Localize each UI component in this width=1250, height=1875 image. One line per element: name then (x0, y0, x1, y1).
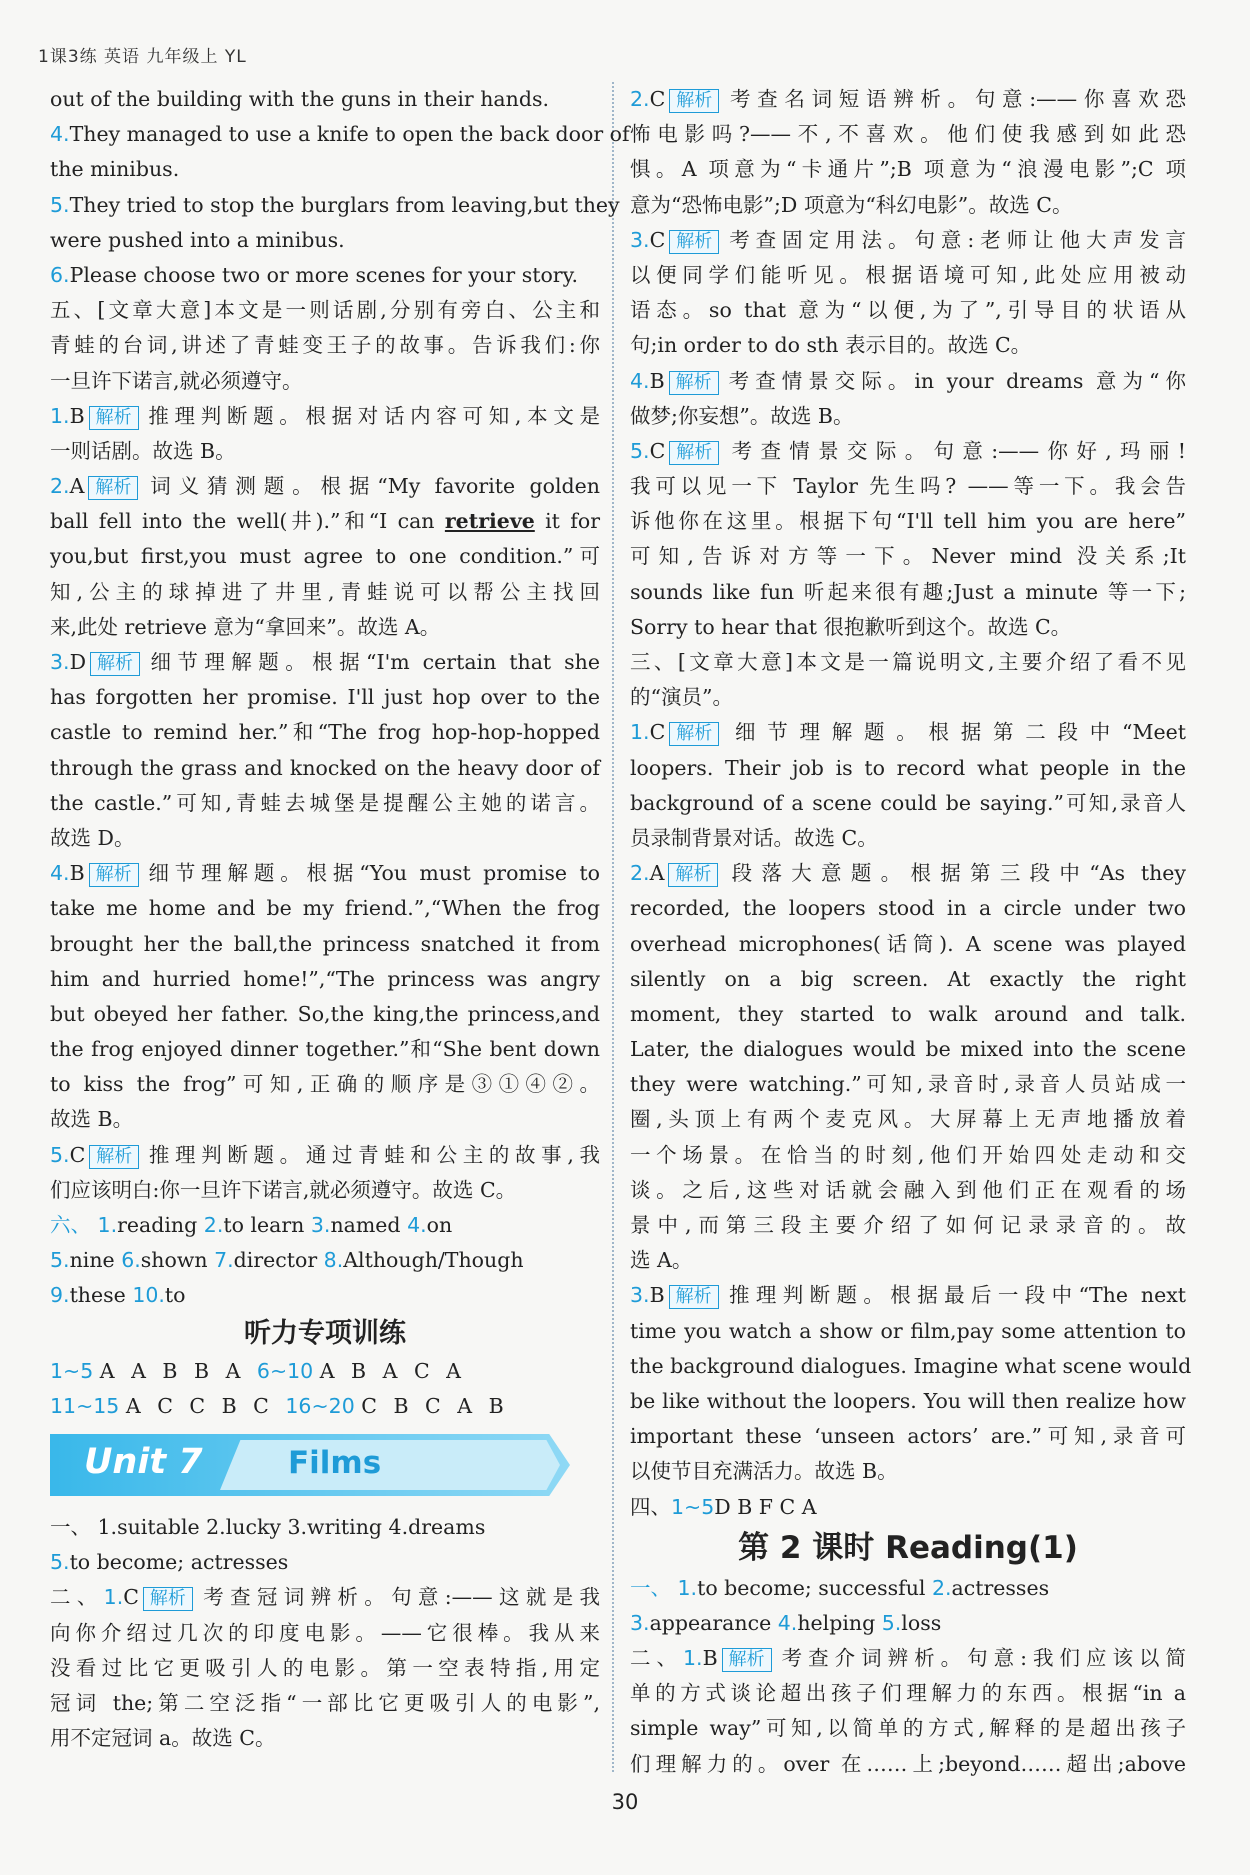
text-line (50, 258, 600, 293)
text-line (630, 680, 1186, 715)
analysis-text: 考查介词辨析。句意:我们应该以简 (775, 1646, 1187, 1671)
answer-text: reading (117, 1213, 204, 1237)
item-number: 4. (777, 1610, 798, 1635)
text-line (630, 293, 1186, 328)
answer-text: to (164, 1283, 186, 1308)
answer-text: Although/Though (343, 1248, 524, 1273)
answer-text: on (426, 1213, 453, 1237)
text-line (50, 891, 600, 926)
text-line (630, 1454, 1186, 1489)
unit-title: Films (288, 1444, 382, 1481)
text-line (630, 927, 1186, 962)
text-line (630, 1138, 1186, 1173)
text-line (50, 1616, 600, 1651)
line-text: 员录制背景对话。故选 C。 (630, 825, 878, 850)
line-text: 做梦;你妄想”。故选 B。 (630, 403, 854, 428)
item-number: 六、 (50, 1213, 91, 1237)
text-line (630, 997, 1186, 1032)
fill-answer-row (50, 1208, 600, 1243)
analysis-tag: 解析 (88, 476, 138, 500)
text-line (630, 1349, 1192, 1384)
right-column (630, 82, 1192, 1782)
analysis-tag: 解析 (669, 1285, 719, 1309)
item-number: 5. (50, 1142, 70, 1167)
line-text: the castle.”可知,青蛙去城堡是提醒公主她的诺言。 (50, 790, 600, 815)
item-number: 2. (203, 1213, 224, 1237)
text-line (50, 364, 600, 399)
item-number: 6. (50, 262, 70, 287)
item-number: 4. (50, 122, 70, 147)
answer-text: A C C B C (125, 1393, 286, 1418)
text-line (50, 786, 600, 821)
line-text: 推理判断题。通过青蛙和公主的故事,我 (143, 1142, 600, 1167)
text-line (50, 1686, 600, 1721)
text-line (630, 1747, 1186, 1782)
left-column (50, 82, 630, 1756)
text-line (630, 1490, 1186, 1525)
text-line (630, 1067, 1186, 1102)
line-text: sounds like fun 听起来很有趣;Just a minute 等一下; (630, 579, 1186, 604)
line-text: 没看过比它更吸引人的电影。第一空表特指,用定 (50, 1655, 600, 1680)
analysis-tag: 解析 (89, 1145, 139, 1169)
line-text: 向你介绍过几次的印度电影。——它很棒。我从来 (50, 1620, 600, 1645)
text-line (50, 1721, 600, 1756)
answer-letter: A (649, 861, 665, 886)
item-number: 5. (50, 1248, 70, 1273)
text-line (50, 680, 600, 715)
analysis-text: D B F C A (714, 1494, 817, 1519)
text-line (50, 575, 600, 610)
text-line (630, 1711, 1186, 1746)
text-line (630, 539, 1186, 574)
listening-title: 听力专项训练 (244, 1317, 406, 1349)
line-text: 推理判断题。根据对话内容可知,本文是 (142, 403, 600, 428)
line-text: Sorry to hear that 很抱歉听到这个。故选 C。 (630, 614, 1072, 639)
column-divider (612, 82, 614, 1772)
item-number: 6. (121, 1248, 141, 1273)
fill-answer-row (50, 1243, 600, 1278)
item-number: 2. (630, 87, 650, 111)
text-line (50, 539, 600, 574)
line-text: him and hurried home!”,“The princess was angry (50, 966, 600, 991)
analysis-tag: 解析 (669, 371, 719, 395)
item-number: 6~10 (256, 1358, 320, 1383)
text-line (50, 399, 600, 434)
line-text: They managed to use a knife to open the back door of (69, 122, 630, 147)
item-number: 1~5 (671, 1494, 715, 1519)
line-text: you,but first,you must agree to one condition.”可 (50, 544, 600, 569)
text-line (630, 152, 1186, 187)
analysis-tag: 解析 (669, 89, 719, 113)
line-text: overhead microphones(话筒). A scene was played (630, 931, 1186, 956)
item-number: 3. (310, 1213, 331, 1237)
line-text: 怖电影吗?——不,不喜欢。他们使我感到如此恐 (630, 122, 1186, 147)
item-number: 7. (214, 1248, 234, 1273)
line-text: 诉他你在这里。根据下句“I'll tell him you are here” (630, 509, 1186, 534)
line-text: has forgotten her promise. I'll just hop over to the (50, 685, 600, 710)
answer-text: actresses (951, 1575, 1050, 1600)
line-text: castle to remind her.”和“The frog hop-hop-hopped (50, 720, 600, 745)
section-label: 二、 (50, 1585, 104, 1610)
line-text: 的“演员”。 (630, 685, 733, 710)
text-line (630, 364, 1186, 399)
text-line (630, 82, 1186, 117)
line-text: important these ‘unseen actors’ are.”可知,录音可 (630, 1424, 1186, 1449)
line-text: 句;in order to do sth 表示目的。故选 C。 (630, 333, 1032, 358)
word-answer-row (630, 1606, 1186, 1641)
line-text: 可知,告诉对方等一下。Never mind 没关系;It (630, 544, 1186, 569)
answer-letter: C (649, 438, 666, 463)
answer-text: nine (69, 1248, 122, 1273)
item-number: 1. (103, 1585, 124, 1610)
line-text: Later, the dialogues would be mixed into the scene (630, 1037, 1186, 1062)
text-line (50, 1545, 600, 1580)
answer-letter: B (69, 861, 85, 886)
text-line (50, 1102, 600, 1137)
item-number: 1. (683, 1646, 703, 1671)
text-line (630, 1278, 1186, 1313)
text-line (50, 434, 600, 469)
text-line (50, 82, 600, 117)
line-text: 们应该明白:你一旦许下诺言,就必须遵守。故选 C。 (50, 1177, 517, 1202)
answer-letter: B (649, 1283, 665, 1308)
text-line (630, 1314, 1186, 1349)
text-line (50, 962, 600, 997)
line-text: 考查固定用法。句意:老师让他大声发言 (723, 227, 1186, 252)
answer-letter: C (649, 227, 666, 252)
line-text: They tried to stop the burglars from leaving,but they (69, 192, 620, 217)
item-number: 8. (323, 1248, 344, 1273)
answer-text: named (330, 1213, 408, 1237)
line-text: 圈,头顶上有两个麦克风。大屏幕上无声地播放着 (630, 1107, 1186, 1132)
answer-letter: B (69, 403, 85, 428)
text-line (50, 610, 600, 645)
answer-text: to become; successful (697, 1575, 932, 1600)
text-line (50, 1580, 600, 1615)
item-number: 5. (50, 192, 70, 217)
line-text: 推理判断题。根据最后一段中“The next (722, 1283, 1186, 1308)
line-text: Please choose two or more scenes for your story. (69, 262, 578, 287)
line-text: be like without the loopers. You will then realize how (630, 1388, 1186, 1413)
line-text: moment, they started to walk around and talk. (630, 1001, 1186, 1026)
item-number: 2. (50, 474, 70, 499)
answer-letter: A (69, 474, 85, 499)
answer-letter: C (123, 1585, 139, 1610)
answer-letter: B (702, 1646, 718, 1671)
text-line (630, 1419, 1186, 1454)
text-line (630, 786, 1186, 821)
item-number: 10. (132, 1283, 165, 1308)
line-text: loopers. Their job is to record what people in the (630, 755, 1186, 780)
page-number: 30 (611, 1790, 639, 1814)
fill-answer-row (50, 1278, 600, 1313)
analysis-tag: 解析 (90, 652, 140, 676)
line-text: 来,此处 retrieve 意为“拿回来”。故选 A。 (50, 614, 441, 639)
line-text: 故选 B。 (50, 1107, 134, 1132)
answer-text: loss (901, 1610, 942, 1635)
text-line: 一、 1.suitable 2.lucky 3.writing 4.dreams (50, 1514, 486, 1539)
text-line (50, 328, 600, 363)
text-line (50, 645, 600, 680)
answer-letter: C (69, 1142, 86, 1167)
page-header: 1课3练 英语 九年级上 YL (38, 47, 247, 67)
text-line (50, 751, 600, 786)
line-text: 意为“恐怖电影”;D 项意为“科幻电影”。故选 C。 (630, 192, 1073, 217)
line-text: 语态。so that 意为“以便,为了”,引导目的状语从 (630, 298, 1186, 323)
analysis-tag: 解析 (143, 1587, 193, 1611)
answer-letter: C (649, 720, 666, 745)
text-line (50, 856, 600, 891)
item-number: 4. (50, 861, 70, 886)
text-line (50, 997, 600, 1032)
line-text: 一则话剧。故选 B。 (50, 438, 236, 463)
answer-text: director (233, 1248, 324, 1273)
line-text: 冠词 the;第二空泛指“一部比它更吸引人的电影”, (50, 1690, 600, 1715)
line-text: background of a scene could be saying.”可知,录音人 (630, 790, 1186, 815)
line-text: ball fell into the well(井).”和“I can (50, 509, 435, 534)
answer-text: appearance (649, 1610, 778, 1635)
line-text: through the grass and knocked on the heavy door of (50, 755, 600, 780)
line-text: brought her the ball,the princess snatched it from (50, 931, 600, 956)
line-text: silently on a big screen. At exactly the right (630, 966, 1186, 991)
answer-text: helping (797, 1610, 882, 1635)
word-answer-row (630, 1571, 1186, 1606)
item-number: 1. (630, 720, 650, 745)
text-line (630, 821, 1186, 856)
line-text: 段落大意题。根据第三段中“As they (722, 861, 1186, 886)
text-line (630, 1173, 1186, 1208)
keyword: retrieve (444, 509, 535, 534)
line-text: they were watching.”可知,录音时,录音人员站成一 (630, 1072, 1186, 1097)
text-line (630, 610, 1186, 645)
answer-text: these (69, 1283, 133, 1308)
section-label: 四、 (630, 1494, 671, 1519)
line-text: 细节理解题。根据“You must promise to (142, 861, 600, 886)
text-line (50, 504, 600, 539)
text-line (50, 927, 600, 962)
text-line (630, 1102, 1186, 1137)
text-line (50, 1138, 600, 1173)
text-line (630, 1641, 1186, 1676)
line-text: 考查情景交际。in your dreams 意为“你 (722, 368, 1186, 393)
text-line (630, 751, 1186, 786)
answer-text: to learn (223, 1213, 311, 1237)
text-line (630, 328, 1186, 363)
line-text: 们理解力的。over 在……上;beyond……超出;above (630, 1751, 1186, 1776)
listening-answer-row (50, 1354, 600, 1389)
item-number: 3. (630, 1283, 650, 1308)
line-text: 惧。A 项意为“卡通片”;B 项意为“浪漫电影”;C 项 (630, 157, 1186, 182)
line-text: 用不定冠词 a。故选 C。 (50, 1726, 276, 1751)
line-text: the background dialogues. Imagine what scene would (630, 1353, 1192, 1378)
line-text: 青蛙的台词,讲述了青蛙变王子的故事。告诉我们:你 (50, 333, 600, 358)
text-line (630, 1384, 1186, 1419)
item-number: 3. (630, 227, 650, 252)
line-text: time you watch a show or film,pay some attention to (630, 1318, 1186, 1343)
item-number: 1~5 (50, 1358, 100, 1383)
line-text: 五、[文章大意]本文是一则话剧,分别有旁白、公主和 (50, 298, 600, 323)
answer-text: A B A C A (319, 1358, 466, 1383)
line-text: 考查情景交际。句意:——你好,玛丽! (723, 438, 1186, 463)
text-line (630, 223, 1186, 258)
line-text: 单的方式谈论超出孩子们理解力的东西。根据“in a (630, 1681, 1186, 1706)
text-line (630, 645, 1186, 680)
item-number: 11~15 (50, 1393, 126, 1418)
line-text: 以便同学们能听见。根据语境可知,此处应用被动 (630, 262, 1186, 287)
line-text: 一个场景。在恰当的时刻,他们开始四处走动和交 (630, 1142, 1186, 1167)
line-text: recorded, the loopers stood in a circle under two (630, 896, 1186, 921)
text-line (630, 1032, 1186, 1067)
text-line (630, 504, 1186, 539)
text-line (50, 1032, 600, 1067)
answer-text: A A B B A (99, 1358, 257, 1383)
text-line (50, 821, 600, 856)
answer-text: C B C A B (361, 1393, 509, 1418)
unit-label: Unit 7 (84, 1441, 203, 1482)
line-text: 选 A。 (630, 1248, 693, 1273)
line-text: 细节理解题。根据“I'm certain that she (144, 650, 600, 674)
line-text: 以使节目充满活力。故选 B。 (630, 1459, 898, 1484)
text-line (630, 258, 1186, 293)
text-line (50, 715, 600, 750)
text-line (630, 856, 1186, 891)
text-line (630, 715, 1186, 750)
item-number: 1. (50, 403, 70, 428)
analysis-tag: 解析 (669, 441, 719, 465)
text-line (50, 469, 600, 504)
item-number: 5. (881, 1610, 902, 1635)
text-line (630, 188, 1186, 223)
text-line (50, 117, 630, 152)
text-line (630, 962, 1186, 997)
text-line (630, 434, 1186, 469)
lesson-title: 第 2 课时 Reading(1) (738, 1529, 1078, 1566)
line-text: 谈。之后,这些对话就会融入到他们正在观看的场 (630, 1177, 1186, 1202)
line-text: 细节理解题。根据第二段中“Meet (723, 720, 1186, 745)
text-line (630, 117, 1186, 152)
text-line (50, 223, 600, 258)
answer-text: shown (140, 1248, 215, 1273)
line-text: 一旦许下诺言,就必须遵守。 (50, 368, 303, 393)
line-text: simple way”可知,以简单的方式,解释的是超出孩子 (630, 1716, 1186, 1741)
line-text: to kiss the frog”可知,正确的顺序是③①④②。 (50, 1072, 600, 1097)
line-text: 景中,而第三段主要介绍了如何记录录音的。故 (630, 1213, 1186, 1237)
text-line (630, 469, 1186, 504)
line-text: the frog enjoyed dinner together.”和“She bent down (50, 1037, 600, 1062)
item-number: 一、 1. (630, 1575, 698, 1600)
analysis-tag: 解析 (669, 722, 719, 746)
answer-letter: B (649, 368, 665, 393)
analysis-tag: 解析 (89, 863, 139, 887)
text-line (630, 399, 1186, 434)
item-number: 9. (50, 1283, 70, 1308)
line-text: to become; actresses (69, 1550, 289, 1575)
item-number: 1. (97, 1213, 118, 1237)
item-number: 16~20 (285, 1393, 362, 1418)
line-text: the minibus. (50, 157, 180, 182)
line-text: take me home and be my friend.”,“When the frog (50, 896, 600, 921)
answer-letter: C (649, 87, 666, 111)
item-number: 2. (931, 1575, 952, 1600)
analysis-tag: 解析 (89, 406, 139, 430)
item-number: 5. (630, 438, 650, 463)
text-line (50, 1067, 600, 1102)
text-line (50, 293, 600, 328)
listening-answer-row (50, 1389, 600, 1424)
text-line (50, 1173, 600, 1208)
analysis-text: 考查冠词辨析。句意:——这就是我 (196, 1585, 601, 1610)
line-text: 考查名词短语辨析。句意:——你喜欢恐 (723, 87, 1186, 111)
item-number: 4. (630, 368, 650, 393)
answer-letter: D (69, 650, 86, 674)
analysis-tag: 解析 (669, 230, 719, 254)
text-line (50, 188, 620, 223)
analysis-tag: 解析 (722, 1648, 772, 1672)
text-line (50, 152, 600, 187)
item-number: 2. (630, 861, 650, 886)
item-number: 5. (50, 1550, 70, 1575)
line-text: 词义猜测题。根据“My favorite golden (142, 474, 600, 499)
line-text: out of the building with the guns in their hands. (50, 87, 550, 111)
line-text: 我可以见一下 Taylor 先生吗? ——等一下。我会告 (630, 474, 1186, 499)
text-line (630, 891, 1186, 926)
line-text: 故选 D。 (50, 825, 135, 850)
text-line (630, 575, 1186, 610)
analysis-tag: 解析 (668, 863, 718, 887)
line-text: it for (534, 509, 600, 534)
text-line (50, 1651, 600, 1686)
line-text: but obeyed her father. So,the king,the princess,and (50, 1001, 600, 1026)
text-line (630, 1208, 1186, 1243)
item-number: 4. (407, 1213, 427, 1237)
item-number: 3. (50, 650, 70, 674)
line-text: 三、[文章大意]本文是一篇说明文,主要介绍了看不见 (630, 650, 1186, 674)
line-text: 知,公主的球掉进了井里,青蛙说可以帮公主找回 (50, 579, 600, 604)
item-number: 3. (630, 1610, 650, 1635)
line-text: were pushed into a minibus. (50, 227, 345, 252)
section-label: 二、 (630, 1646, 683, 1671)
text-line (630, 1243, 1186, 1278)
text-line (630, 1676, 1186, 1711)
unit-banner (50, 1428, 600, 1508)
